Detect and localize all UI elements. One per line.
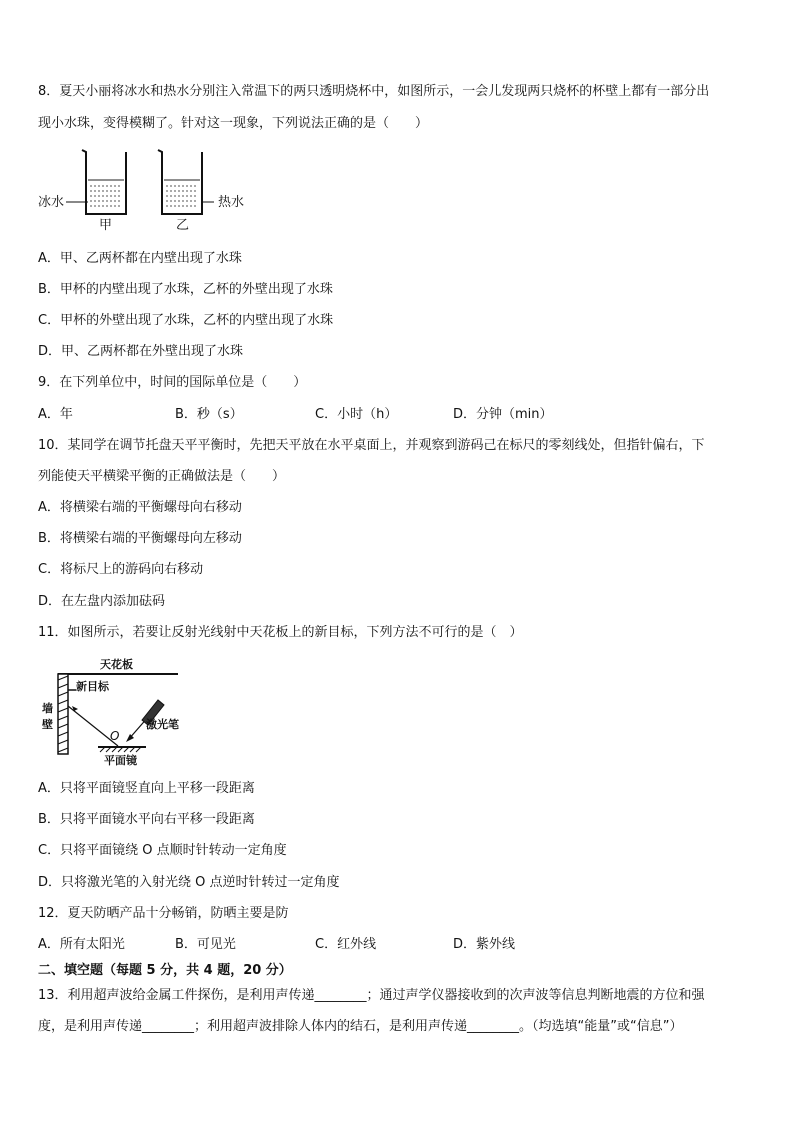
q11-stem: 11．如图所示，若要让反射光线射中天花板上的新目标，下列方法不可行的是（ ） [38, 625, 523, 640]
q10-option-d: D．在左盘内添加砝码 [38, 594, 166, 609]
label-mirror: 平面镜 [104, 754, 137, 766]
q12-stem: 12．夏天防晒产品十分畅销，防晒主要是防 [38, 906, 289, 921]
label-ceiling: 天花板 [100, 658, 133, 671]
q11-option-c: C．只将平面镜绕 O 点顺时针转动一定角度 [38, 843, 287, 858]
water-jia [88, 179, 124, 212]
label-yi: 乙 [176, 218, 190, 233]
label-hot-water: 热水 [218, 195, 245, 210]
label-laser-pen: 激光笔 [146, 718, 179, 731]
beaker-jia [82, 150, 126, 214]
q13-stem-line2: 度，是利用声传递________；利用超声波排除人体内的结石，是利用声传递________。（均选填“能量”或“信息”） [38, 1019, 683, 1034]
q10-option-b: B．将横梁右端的平衡螺母向左移动 [38, 531, 242, 546]
mirror-figure [38, 650, 188, 766]
q8-stem-line2: 现小水珠，变得模糊了。针对这一现象，下列说法正确的是（ ） [38, 116, 429, 131]
q10-stem-line1: 10．某同学在调节托盘天平平衡时，先把天平放在水平桌面上，并观察到游码己在标尺的零刻线处，但指针偏右，下 [38, 438, 705, 453]
q9-option-c: C．小时（h） [315, 407, 398, 422]
q10-option-c: C．将标尺上的游码向右移动 [38, 562, 204, 577]
label-point-o: O [110, 729, 120, 743]
water-yi [164, 180, 200, 206]
q12-option-a: A．所有太阳光 [38, 937, 125, 952]
q12-option-c: C．红外线 [315, 937, 377, 952]
q11-option-d: D．只将激光笔的入射光绕 O 点逆时针转过一定角度 [38, 875, 340, 890]
plane-mirror [98, 747, 146, 752]
section-fill-in-title: 二、填空题（每题 5 分，共 4 题，20 分） [38, 963, 292, 978]
beakers-figure [38, 144, 258, 236]
label-jia: 甲 [99, 218, 113, 233]
label-ice-water: 冰水 [38, 195, 65, 210]
q11-option-a: A．只将平面镜竖直向上平移一段距离 [38, 781, 255, 796]
q10-stem-line2: 列能使天平横梁平衡的正确做法是（ ） [38, 469, 286, 484]
q9-option-a: A．年 [38, 407, 73, 422]
q12-option-b: B．可见光 [175, 937, 236, 952]
q8-option-b: B．甲杯的内壁出现了水珠，乙杯的外壁出现了水珠 [38, 282, 333, 297]
beaker-yi [158, 150, 202, 214]
q10-option-a: A．将横梁右端的平衡螺母向右移动 [38, 500, 242, 515]
q9-option-b: B．秒（s） [175, 407, 243, 422]
label-wall-bottom: 壁 [42, 718, 53, 731]
q8-option-c: C．甲杯的外壁出现了水珠，乙杯的内壁出现了水珠 [38, 313, 334, 328]
wall [58, 674, 68, 754]
label-new-target: 新目标 [76, 680, 109, 693]
q9-stem: 9．在下列单位中，时间的国际单位是（ ） [38, 375, 307, 390]
q9-option-d: D．分钟（min） [453, 407, 553, 422]
q11-option-b: B．只将平面镜水平向右平移一段距离 [38, 812, 255, 827]
q8-option-a: A．甲、乙两杯都在内壁出现了水珠 [38, 251, 242, 266]
q8-option-d: D．甲、乙两杯都在外壁出现了水珠 [38, 344, 244, 359]
q12-option-d: D．紫外线 [453, 937, 516, 952]
label-wall-top: 墙 [42, 702, 53, 715]
q8-stem-line1: 8．夏天小丽将冰水和热水分别注入常温下的两只透明烧杯中，如图所示，一会儿发现两只烧杯的杯壁上都有一部分出 [38, 84, 710, 99]
q13-stem-line1: 13．利用超声波给金属工件探伤，是利用声传递________；通过声学仪器接收到的次声波等信息判断地震的方位和强 [38, 988, 705, 1003]
